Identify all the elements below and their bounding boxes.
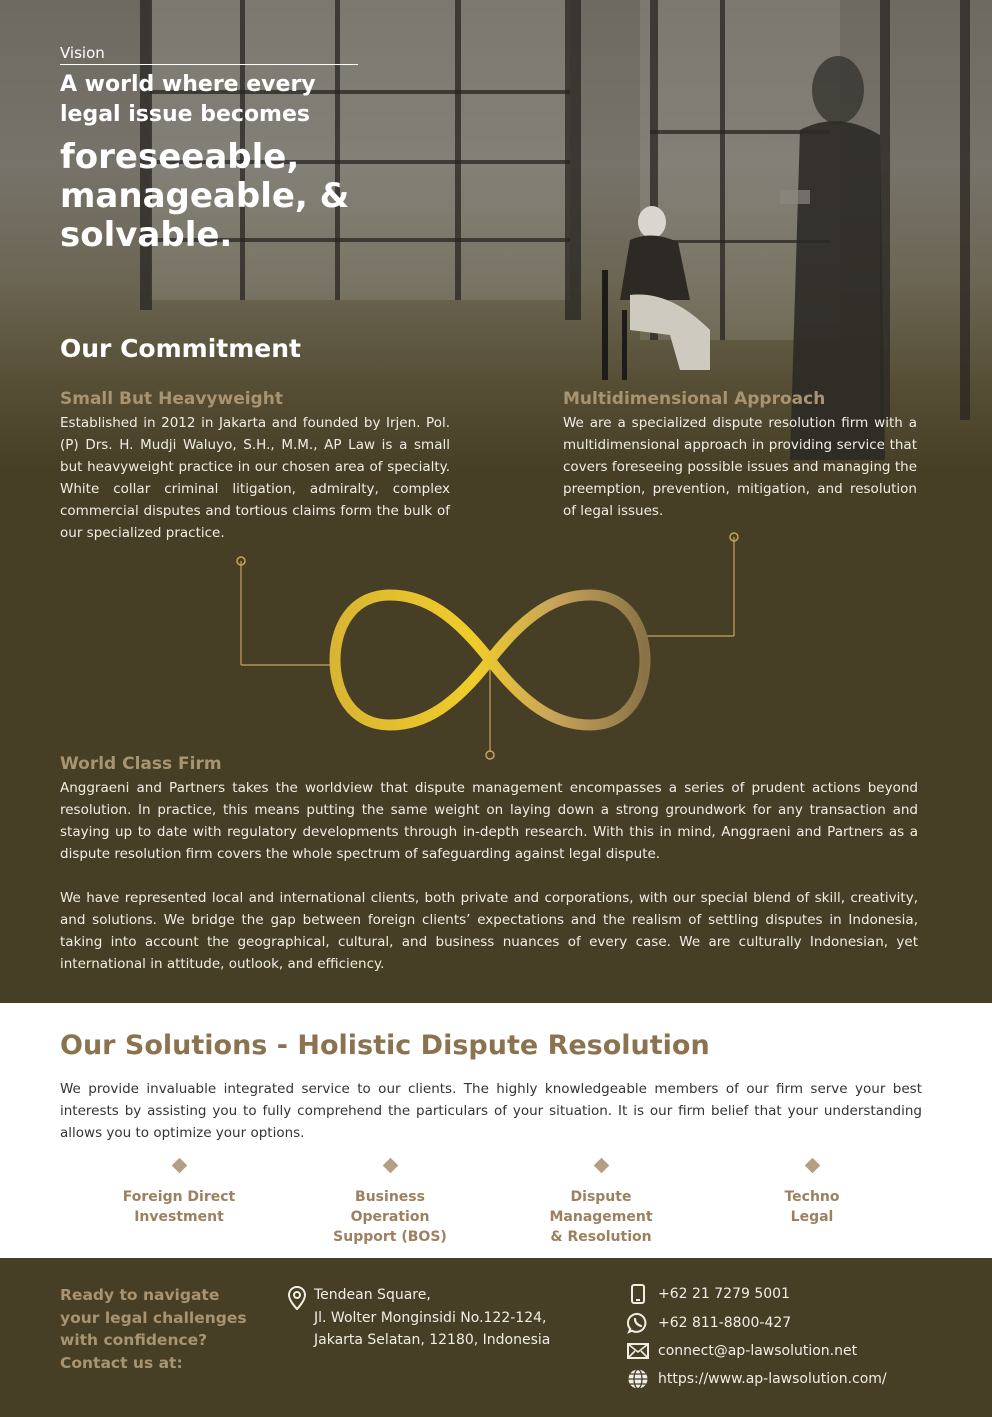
solution-label: Business Operation Support (BOS) bbox=[333, 1189, 447, 1245]
window-frame bbox=[720, 0, 725, 340]
email-address[interactable]: connect@ap-lawsolution.net bbox=[658, 1343, 858, 1359]
diamond-bullet-icon bbox=[804, 1158, 820, 1174]
commitment-title: Our Commitment bbox=[60, 334, 301, 363]
phone-row[interactable] bbox=[626, 1283, 790, 1305]
diamond-bullet-icon bbox=[593, 1158, 609, 1174]
solutions-title: Our Solutions - Holistic Dispute Resolution bbox=[60, 1030, 710, 1061]
solution-label: Foreign Direct Investment bbox=[122, 1189, 236, 1225]
infinity-graphic bbox=[230, 525, 750, 765]
world-class-text-2: We have represented local and international clients, both private and corporations, with our special blend of skill, creativity, and solutions. We bridge the gap between foreign clients’ expectations and the realism of settling disputes in Indonesia, taking into account the geographical, cultural, and business nuances of every case. We are culturally Indonesian, yet international in attitude, outlook, and efficiency. bbox=[60, 890, 918, 972]
window-frame bbox=[960, 0, 970, 420]
seated-person-figure bbox=[600, 200, 720, 380]
solution-item-fdi bbox=[94, 1160, 264, 1227]
location-pin-icon bbox=[287, 1286, 307, 1310]
email-envelope-icon bbox=[626, 1340, 650, 1362]
solution-label: Dispute Management & Resolution bbox=[549, 1189, 653, 1245]
world-class-text-1: Anggraeni and Partners takes the worldview that dispute management encompasses a series of prudent actions beyond resolution. In practice, this means putting the same weight on laying down a strong groundwork for any transaction and staying up to date with regulatory developments through in-depth research. With this in mind, Anggraeni and Partners as a dispute resolution firm covers the whole spectrum of safeguarding against legal dispute. bbox=[60, 780, 918, 862]
window-frame bbox=[455, 0, 461, 300]
connector-lines bbox=[241, 537, 734, 752]
vision-divider bbox=[60, 64, 358, 65]
solution-item-dispute bbox=[516, 1160, 686, 1247]
world-class-title: World Class Firm bbox=[60, 754, 222, 774]
solution-item-techno bbox=[727, 1160, 897, 1227]
vision-statement-intro: A world where every legal issue becomes bbox=[60, 72, 316, 127]
vision-statement-emphasis: foreseeable, manageable, & solvable. bbox=[60, 137, 350, 255]
mobile-phone-icon bbox=[626, 1283, 650, 1305]
solution-label: Techno Legal bbox=[784, 1189, 840, 1225]
solution-item-bos bbox=[305, 1160, 475, 1247]
whatsapp-icon bbox=[626, 1312, 650, 1334]
phone-number[interactable]: +62 21 7279 5001 bbox=[658, 1286, 790, 1302]
vision-label: Vision bbox=[60, 44, 105, 62]
multidimensional-text: We are a specialized dispute resolution firm with a multidimensional approach in providing service that covers foreseeing possible issues and managing the preemption, prevention, mitigation, and resolution of legal issues. bbox=[563, 415, 917, 519]
globe-icon bbox=[626, 1368, 650, 1390]
email-row[interactable] bbox=[626, 1340, 857, 1362]
solutions-text: We provide invaluable integrated service to our clients. The highly knowledgeable members of our firm serve your best interests by assisting you to fully comprehend the particulars of your situation. It is our firm belief that your understanding allows you to optimize your options. bbox=[60, 1081, 922, 1141]
small-heavyweight-title: Small But Heavyweight bbox=[60, 389, 283, 409]
small-heavyweight-text: Established in 2012 in Jakarta and founded by Irjen. Pol. (P) Drs. H. Mudji Waluyo, S.H., M.M., AP Law is a small but heavyweight practice in our chosen area of specialty. White collar criminal litigation, admiralty, complex commercial disputes and tortious claims form the bulk of our specialized practice. bbox=[60, 415, 450, 541]
contact-cta: Ready to navigate your legal challenges with confidence? Contact us at: bbox=[60, 1286, 247, 1372]
multidimensional-title: Multidimensional Approach bbox=[563, 389, 826, 409]
website-link[interactable]: https://www.ap-lawsolution.com/ bbox=[658, 1371, 887, 1387]
connector-node bbox=[486, 751, 494, 759]
diamond-bullet-icon bbox=[382, 1158, 398, 1174]
office-address: Tendean Square, Jl. Wolter Monginsidi No.122-124, Jakarta Selatan, 12180, Indonesia bbox=[314, 1287, 551, 1348]
website-row[interactable] bbox=[626, 1368, 887, 1390]
whatsapp-number[interactable]: +62 811-8800-427 bbox=[658, 1315, 792, 1331]
diamond-bullet-icon bbox=[171, 1158, 187, 1174]
whatsapp-row[interactable] bbox=[626, 1312, 791, 1334]
